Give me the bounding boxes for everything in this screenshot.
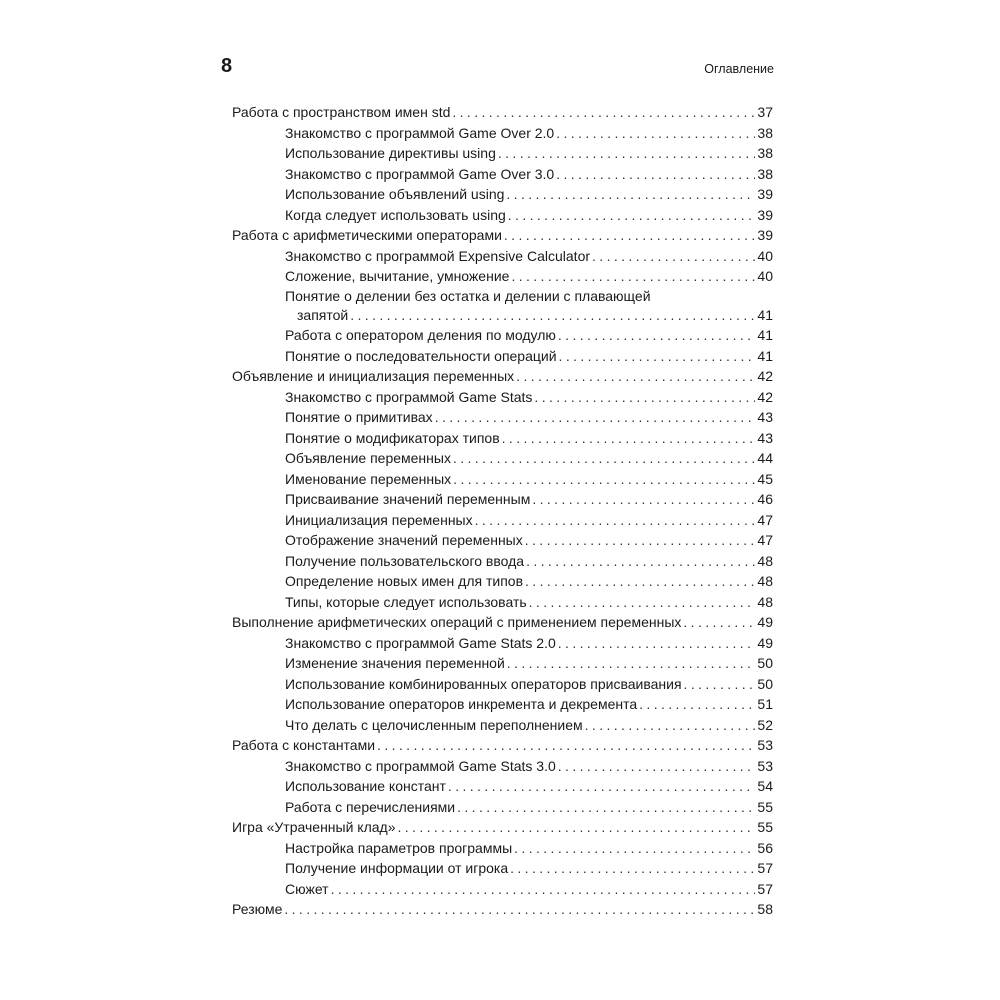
entry-page-number: 48 bbox=[757, 593, 773, 610]
entry-title: Объявление и инициализация переменных bbox=[232, 368, 515, 384]
entry-page-number: 41 bbox=[757, 327, 773, 343]
dot-leader bbox=[592, 246, 755, 267]
entry-title: Резюме bbox=[232, 901, 283, 917]
entry-title: Использование констант bbox=[285, 778, 446, 794]
dot-leader bbox=[377, 735, 755, 756]
entry-title: Именование переменных bbox=[285, 470, 452, 487]
entry-title: Знакомство с программой Game Over 2.0 bbox=[285, 124, 555, 141]
toc-section-entry bbox=[232, 612, 773, 633]
dot-leader bbox=[506, 184, 755, 205]
entry-title: Знакомство с программой Game Stats bbox=[285, 388, 533, 405]
toc-section-entry bbox=[232, 899, 773, 920]
toc-subsection-entry bbox=[232, 325, 773, 346]
entry-page-number: 40 bbox=[757, 247, 773, 264]
entry-page-number: 43 bbox=[757, 429, 773, 446]
entry-title: Выполнение арифметических операций с применением переменных bbox=[232, 614, 682, 630]
toc-subsection-entry bbox=[232, 879, 773, 900]
dot-leader bbox=[507, 653, 756, 674]
dot-leader bbox=[558, 633, 756, 654]
entry-title: Определение новых имен для типов bbox=[285, 573, 524, 589]
toc-subsection-entry bbox=[232, 407, 773, 428]
entry-title: Использование директивы using bbox=[285, 145, 496, 161]
entry-title: Работа с пространством имен std bbox=[232, 104, 451, 120]
entry-page-number: 49 bbox=[757, 614, 773, 630]
page-number: 8 bbox=[221, 55, 233, 77]
dot-leader bbox=[525, 530, 756, 551]
entry-page-number: 37 bbox=[757, 104, 773, 120]
toc-subsection-entry bbox=[232, 592, 773, 613]
toc-subsection-entry bbox=[232, 674, 773, 695]
toc-subsection-entry bbox=[232, 489, 773, 510]
entry-title: Знакомство с программой Expensive Calculator bbox=[285, 247, 591, 264]
entry-title: Сюжет bbox=[285, 880, 329, 897]
entry-page-number: 50 bbox=[757, 675, 773, 692]
entry-title: Объявление переменных bbox=[285, 450, 451, 466]
entry-page-number: 39 bbox=[757, 186, 773, 202]
toc-section-entry bbox=[232, 102, 773, 123]
dot-leader bbox=[639, 694, 755, 715]
toc-section-entry bbox=[232, 735, 773, 756]
toc-subsection-entry bbox=[232, 266, 773, 287]
entry-title: Работа с константами bbox=[232, 737, 376, 753]
entry-title: Получение пользовательского ввода bbox=[285, 552, 525, 569]
entry-title: Что делать с целочисленным переполнением bbox=[285, 716, 583, 733]
entry-title: Получение информации от игрока bbox=[285, 860, 509, 876]
entry-title: Изменение значения переменной bbox=[285, 655, 505, 671]
toc-subsection-entry bbox=[232, 551, 773, 572]
entry-page-number: 47 bbox=[757, 511, 773, 528]
running-title: Оглавление bbox=[704, 62, 774, 76]
toc-subsection-entry bbox=[232, 428, 773, 449]
entry-title: запятой bbox=[297, 306, 349, 323]
dot-leader bbox=[585, 715, 756, 736]
toc-subsection-entry bbox=[232, 797, 773, 818]
entry-page-number: 46 bbox=[757, 491, 773, 507]
dot-leader bbox=[558, 756, 756, 777]
entry-title: Использование комбинированных операторов присваивания bbox=[285, 675, 682, 692]
entry-page-number: 47 bbox=[757, 532, 773, 548]
entry-title: Работа с перечислениями bbox=[285, 798, 456, 815]
dot-leader bbox=[556, 123, 755, 144]
entry-title: Настройка параметров программы bbox=[285, 839, 513, 856]
toc-subsection-entry bbox=[232, 858, 773, 879]
dot-leader bbox=[508, 205, 756, 226]
entry-page-number: 45 bbox=[757, 470, 773, 487]
entry-page-number: 43 bbox=[757, 409, 773, 425]
dot-leader bbox=[452, 102, 755, 123]
toc-subsection-entry bbox=[232, 530, 773, 551]
dot-leader bbox=[526, 551, 755, 572]
entry-title: Понятие о модификаторах типов bbox=[285, 429, 500, 446]
entry-title: Понятие о примитивах bbox=[285, 409, 433, 425]
entry-page-number: 40 bbox=[757, 268, 773, 284]
dot-leader bbox=[504, 225, 756, 246]
dot-leader bbox=[453, 469, 755, 490]
entry-page-number: 42 bbox=[757, 388, 773, 405]
entry-title: Сложение, вычитание, умножение bbox=[285, 268, 510, 284]
dot-leader bbox=[475, 510, 756, 531]
table-of-contents bbox=[232, 102, 773, 920]
entry-page-number: 58 bbox=[757, 901, 773, 917]
toc-subsection-entry bbox=[232, 776, 773, 797]
toc-subsection-entry bbox=[232, 205, 773, 226]
entry-page-number: 53 bbox=[757, 757, 773, 774]
entry-title: Знакомство с программой Game Stats 3.0 bbox=[285, 757, 556, 774]
dot-leader bbox=[510, 858, 755, 879]
toc-subsection-entry bbox=[232, 346, 773, 367]
entry-page-number: 56 bbox=[757, 839, 773, 856]
entry-title: Присваивание значений переменным bbox=[285, 491, 531, 507]
dot-leader bbox=[532, 489, 755, 510]
toc-subsection-entry bbox=[232, 164, 773, 185]
entry-page-number: 38 bbox=[757, 165, 773, 182]
entry-title: Инициализация переменных bbox=[285, 511, 473, 528]
toc-subsection-entry bbox=[232, 756, 773, 777]
entry-page-number: 39 bbox=[757, 206, 773, 223]
entry-page-number: 49 bbox=[757, 634, 773, 651]
entry-title: Работа с оператором деления по модулю bbox=[285, 327, 556, 343]
dot-leader bbox=[448, 776, 756, 797]
entry-page-number: 44 bbox=[757, 450, 773, 466]
toc-subsection-entry bbox=[232, 387, 773, 408]
dot-leader bbox=[514, 838, 755, 859]
dot-leader bbox=[529, 592, 756, 613]
dot-leader bbox=[511, 266, 755, 287]
dot-leader bbox=[534, 387, 755, 408]
dot-leader bbox=[558, 325, 756, 346]
dot-leader bbox=[453, 448, 755, 469]
toc-section-entry bbox=[232, 225, 773, 246]
dot-leader bbox=[284, 899, 755, 920]
entry-page-number: 57 bbox=[757, 880, 773, 897]
entry-page-number: 53 bbox=[757, 737, 773, 753]
toc-subsection-entry bbox=[232, 653, 773, 674]
dot-leader bbox=[684, 674, 756, 695]
dot-leader bbox=[331, 879, 756, 900]
entry-page-number: 57 bbox=[757, 860, 773, 876]
toc-section-entry bbox=[232, 366, 773, 387]
entry-page-number: 48 bbox=[757, 552, 773, 569]
entry-title: Типы, которые следует использовать bbox=[285, 593, 527, 610]
dot-leader bbox=[559, 346, 756, 367]
entry-page-number: 38 bbox=[757, 124, 773, 141]
toc-subsection-entry bbox=[232, 123, 773, 144]
entry-page-number: 54 bbox=[757, 778, 773, 794]
entry-title: Работа с арифметическими операторами bbox=[232, 227, 502, 243]
entry-title: Игра «Утраченный клад» bbox=[232, 819, 396, 835]
toc-subsection-entry bbox=[232, 448, 773, 469]
entry-page-number: 50 bbox=[757, 655, 773, 671]
entry-page-number: 52 bbox=[757, 716, 773, 733]
toc-subsection-entry bbox=[232, 633, 773, 654]
entry-page-number: 41 bbox=[757, 306, 773, 323]
entry-page-number: 41 bbox=[757, 347, 773, 364]
entry-page-number: 51 bbox=[757, 696, 773, 712]
dot-leader bbox=[683, 612, 755, 633]
entry-title: Знакомство с программой Game Over 3.0 bbox=[285, 165, 555, 182]
toc-section-entry bbox=[232, 817, 773, 838]
toc-subsection-entry bbox=[232, 838, 773, 859]
toc-subsection-entry bbox=[232, 184, 773, 205]
toc-subsection-entry bbox=[232, 469, 773, 490]
entry-title: Знакомство с программой Game Stats 2.0 bbox=[285, 634, 556, 651]
dot-leader bbox=[398, 817, 756, 838]
entry-title: Использование объявлений using bbox=[285, 186, 505, 202]
entry-title: Использование операторов инкремента и декремента bbox=[285, 696, 638, 712]
entry-page-number: 42 bbox=[757, 368, 773, 384]
entry-title-line: Понятие о делении без остатка и делении с плавающей bbox=[285, 287, 651, 304]
entry-page-number: 38 bbox=[757, 145, 773, 161]
toc-subsection-entry bbox=[232, 143, 773, 164]
entry-title: Отображение значений переменных bbox=[285, 532, 523, 548]
dot-leader bbox=[502, 428, 756, 449]
entry-page-number: 39 bbox=[757, 227, 773, 243]
dot-leader bbox=[457, 797, 755, 818]
entry-title: Понятие о последовательности операций bbox=[285, 347, 557, 364]
dot-leader bbox=[556, 164, 755, 185]
toc-subsection-entry bbox=[232, 305, 773, 326]
entry-page-number: 55 bbox=[757, 819, 773, 835]
dot-leader bbox=[516, 366, 755, 387]
entry-page-number: 48 bbox=[757, 573, 773, 589]
toc-subsection-entry bbox=[232, 694, 773, 715]
dot-leader bbox=[525, 571, 755, 592]
entry-page-number: 55 bbox=[757, 798, 773, 815]
dot-leader bbox=[435, 407, 756, 428]
dot-leader bbox=[498, 143, 756, 164]
dot-leader bbox=[350, 305, 755, 326]
entry-title: Когда следует использовать using bbox=[285, 206, 506, 223]
toc-subsection-entry bbox=[232, 246, 773, 267]
toc-subsection-entry bbox=[232, 715, 773, 736]
toc-subsection-entry bbox=[232, 510, 773, 531]
toc-subsection-entry bbox=[232, 571, 773, 592]
